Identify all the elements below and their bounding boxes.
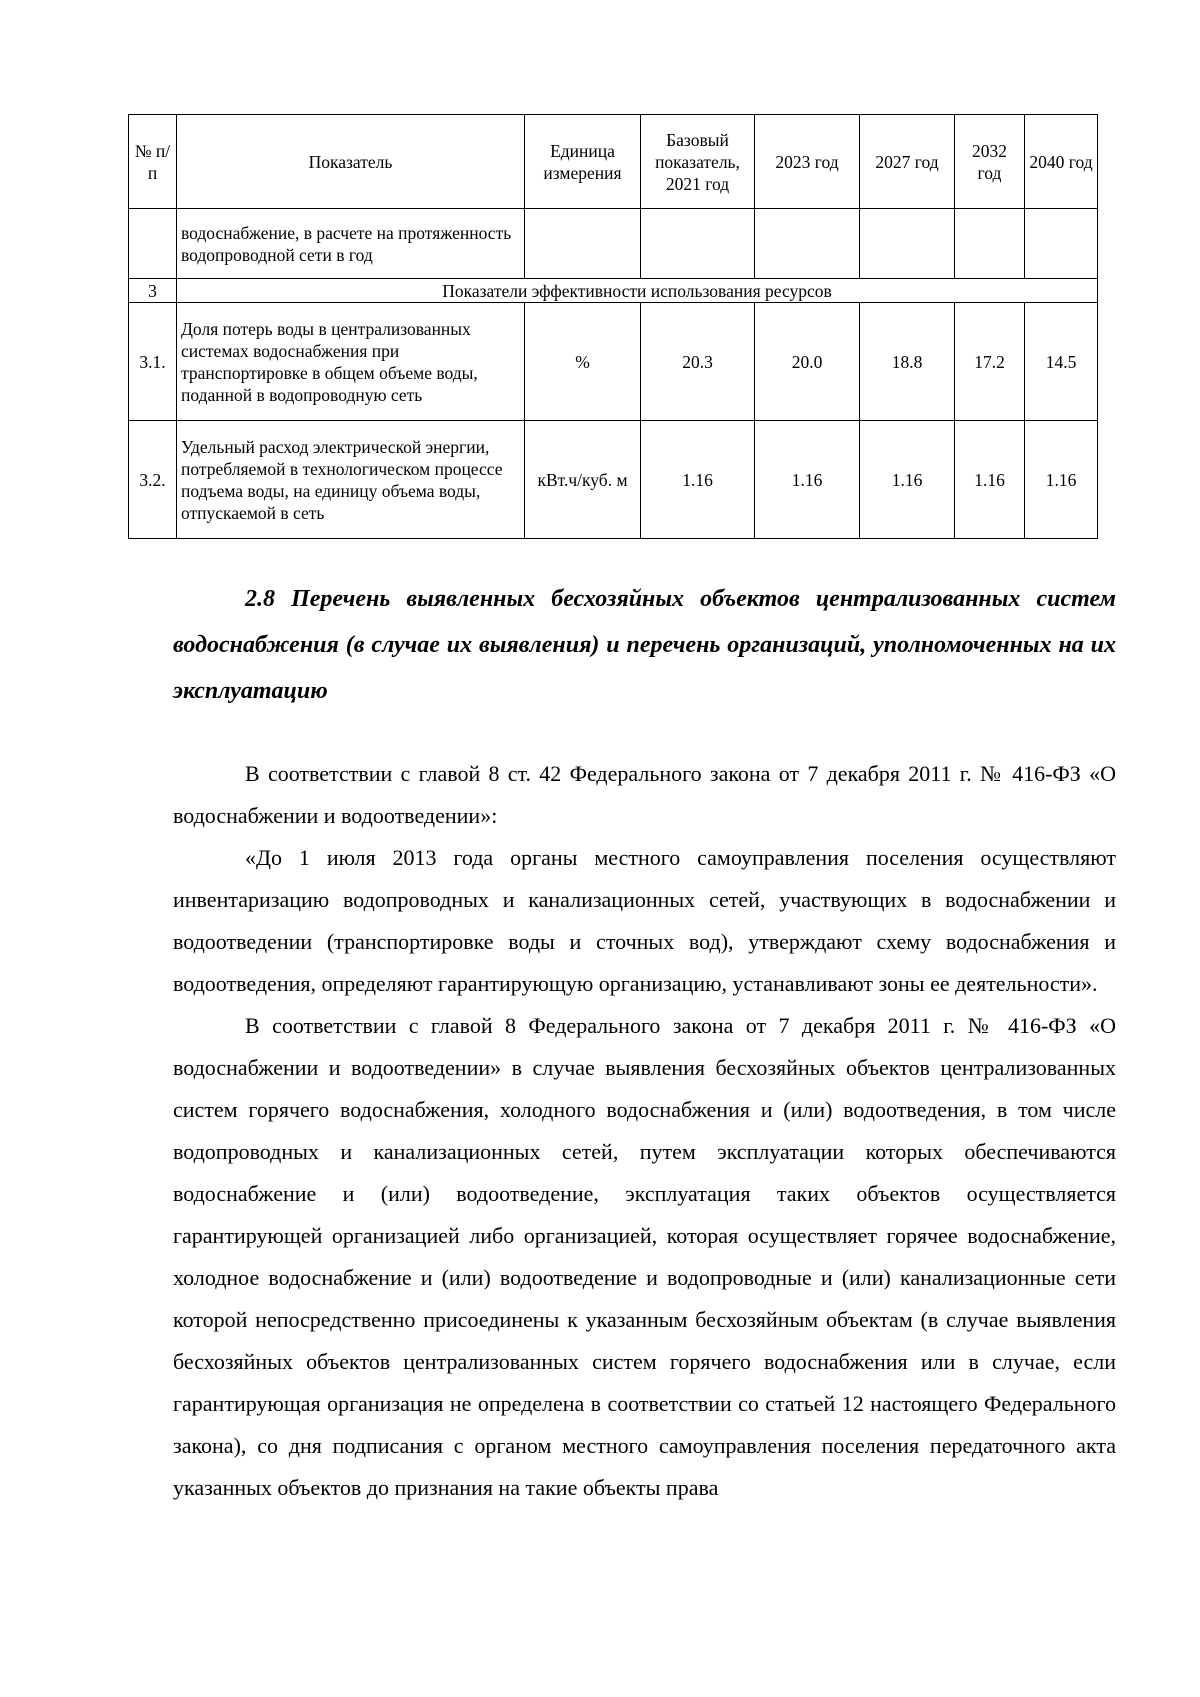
indicators-table — [128, 114, 1098, 539]
col-header-base: Базовый показатель, 2021 год — [641, 115, 755, 209]
table-header-row — [129, 115, 1098, 209]
row-2027: 18.8 — [860, 303, 955, 421]
col-header-2040: 2040 год — [1025, 115, 1098, 209]
row-2032: 1.16 — [955, 421, 1025, 539]
row-base: 20.3 — [641, 303, 755, 421]
row-unit: кВт.ч/куб. м — [525, 421, 641, 539]
col-header-2027: 2027 год — [860, 115, 955, 209]
row-2040: 1.16 — [1025, 421, 1098, 539]
table-row — [129, 421, 1098, 539]
continuation-text: водоснабжение, в расчете на протяженность водопроводной сети в год — [177, 209, 525, 279]
table-row — [129, 303, 1098, 421]
row-num: 3.1. — [129, 303, 177, 421]
col-header-2032: 2032 год — [955, 115, 1025, 209]
paragraph: «До 1 июля 2013 года органы местного самоуправления поселения осуществляют инвентаризацию водопроводных и канализационных сетей, участвующих в водоснабжении и водоотведении (транспортировке воды и сточных вод), утверждают схему водоснабжения и водоотведения, определяют гарантирующую организацию, устанавливают зоны ее деятельности». — [173, 845, 1116, 996]
row-2023: 1.16 — [755, 421, 860, 539]
paragraph: В соответствии с главой 8 ст. 42 Федерального закона от 7 декабря 2011 г. № 416-ФЗ «О водоснабжении и водоотведении»: — [173, 761, 1116, 828]
paragraph: В соответствии с главой 8 Федерального закона от 7 декабря 2011 г. № 416-ФЗ «О водоснабжении и водоотведении» в случае выявления бесхозяйных объектов централизованных систем горячего водоснабжения, холодного водоснабжения и (или) водоотведения, в том числе водопроводных и канализационных сетей, путем эксплуатации которых обеспечиваются водоснабжение и (или) водоотведение, эксплуатация таких объектов осуществляется гарантирующей организацией либо организацией, которая осуществляет горячее водоснабжение, холодное водоснабжение и (или) водоотведение и водопроводные и (или) канализационные сети которой непосредственно присоединены к указанным бесхозяйным объектам (в случае выявления бесхозяйных объектов централизованных систем горячего водоснабжения или в случае, если гарантирующая организация не определена в соответствии со статьей 12 настоящего Федерального закона), со дня подписания с органом местного самоуправления поселения передаточного акта указанных объектов до признания на такие объекты права — [173, 1013, 1116, 1500]
table-section-row — [129, 279, 1098, 303]
row-indicator: Удельный расход электрической энергии, потребляемой в технологическом процессе подъема воды, на единицу объема воды, отпускаемой в сеть — [177, 421, 525, 539]
col-header-2023: 2023 год — [755, 115, 860, 209]
row-2023: 20.0 — [755, 303, 860, 421]
section-num: 3 — [129, 279, 177, 303]
section-title: Показатели эффективности использования ресурсов — [177, 279, 1098, 303]
row-2032: 17.2 — [955, 303, 1025, 421]
row-base: 1.16 — [641, 421, 755, 539]
row-unit: % — [525, 303, 641, 421]
row-indicator: Доля потерь воды в централизованных системах водоснабжения при транспортировке в общем объеме воды, поданной в водопроводную сеть — [177, 303, 525, 421]
body-text — [173, 753, 1116, 1509]
row-2027: 1.16 — [860, 421, 955, 539]
col-header-unit: Единица измерения — [525, 115, 641, 209]
row-2040: 14.5 — [1025, 303, 1098, 421]
table-row-continuation — [129, 209, 1098, 279]
col-header-num: № п/п — [129, 115, 177, 209]
row-num: 3.2. — [129, 421, 177, 539]
col-header-indicator: Показатель — [177, 115, 525, 209]
section-heading: 2.8 Перечень выявленных бесхозяйных объектов централизованных систем водоснабжения (в случае их выявления) и перечень организаций, уполномоченных на их эксплуатацию — [173, 586, 1116, 704]
